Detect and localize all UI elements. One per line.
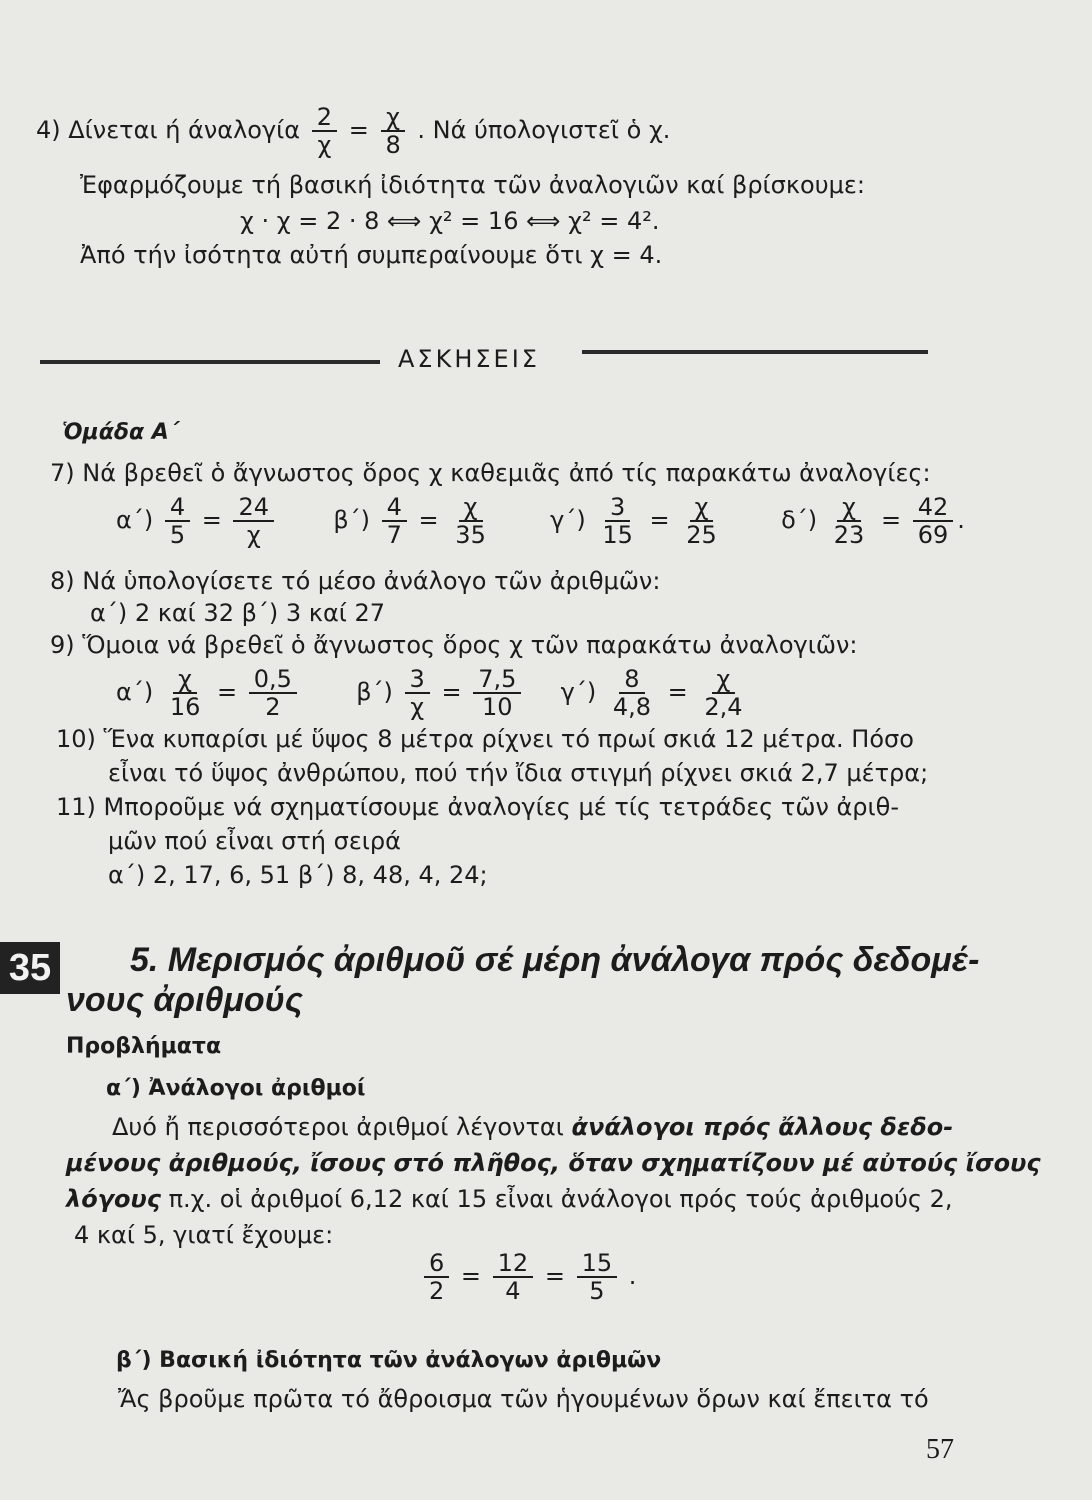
fraction: $\frac{\chi}{35}$ bbox=[455, 493, 486, 549]
definition-line-3: λόγους π.χ. οἱ ἀριθμοί 6,12 καί 15 εἶναι ἀνάλογοι πρός τούς ἀριθμούς 2, bbox=[66, 1185, 953, 1213]
exercise-11-line-2: μῶν πού εἶναι στή σειρά bbox=[108, 827, 401, 855]
fraction: $\frac{0,5}{2}$ bbox=[249, 666, 297, 720]
fraction: $\frac{4}{5}$ bbox=[165, 494, 190, 548]
heading-rule-right bbox=[582, 350, 928, 354]
definition-line-4: 4 καί 5, γιατί ἔχουμε: bbox=[74, 1221, 334, 1249]
definition-line-1: Δυό ἤ περισσότεροι ἀριθμοί λέγονται ἀνάλογοι πρός ἄλλους δεδο- bbox=[112, 1113, 954, 1141]
group-label: Ὁμάδα Α΄ bbox=[62, 420, 179, 445]
exercise-7-text: 7) Νά βρεθεῖ ὁ ἄγνωστος ὅρος χ καθεμιᾶς ἀπό τίς παρακάτω ἀναλογίες: bbox=[50, 459, 931, 487]
fraction: $\frac{6}{2}$ bbox=[424, 1250, 449, 1304]
example-4-statement: 4) Δίνεται ή άναλογία $\frac{2}{\chi}$ = $\frac{\chi}{8}$ . Νά ύπολογιστεῖ ὁ χ. bbox=[36, 103, 671, 159]
exercise-7-items: α΄) $\frac{4}{5}$ = $\frac{24}{\chi}$ β΄) $\frac{4}{7}$ = $\frac{\chi}{35}$ γ΄) $\frac{3}{15}$ = $\frac{\chi}{25}$ δ΄) $\frac{\chi}{23}$ = $\frac{42}{69}$ . bbox=[116, 493, 965, 549]
subsection-a-heading: α΄) Ἀνάλογοι ἀριθμοί bbox=[106, 1076, 366, 1101]
example-4-equation: χ · χ = 2 · 8 ⟺ χ² = 16 ⟺ χ² = 4². bbox=[240, 207, 660, 235]
example-4-conclusion: Ἀπό τήν ἰσότητα αὐτή συμπεραίνουμε ὅτι χ = 4. bbox=[80, 241, 663, 269]
exercise-9-items: α΄) $\frac{\chi}{16}$ = $\frac{0,5}{2}$ β΄) $\frac{3}{\chi}$ = $\frac{7,5}{10}$ γ΄) $\frac{8}{4,8}$ = $\frac{\chi}{2,4}$ bbox=[116, 666, 752, 720]
fraction: $\frac{4}{7}$ bbox=[382, 494, 407, 548]
fraction: $\frac{7,5}{10}$ bbox=[473, 666, 521, 720]
exercise-9-text: 9) Ὅμοια νά βρεθεῖ ὁ ἄγνωστος ὅρος χ τῶν παρακάτω ἀναλογιῶν: bbox=[50, 631, 858, 659]
example-4-method: Ἐφαρμόζουμε τή βασική ἰδιότητα τῶν ἀναλογιῶν καί βρίσκουμε: bbox=[80, 171, 865, 199]
exercise-8-text: 8) Νά ὑπολογίσετε τό μέσο ἀνάλογο τῶν ἀριθμῶν: bbox=[50, 567, 661, 595]
fraction: $\frac{\chi}{2,4}$ bbox=[704, 665, 743, 721]
section-number-badge: 35 bbox=[0, 942, 60, 994]
ratio-equality: $\frac{6}{2}$ = $\frac{12}{4}$ = $\frac{15}{5}$ . bbox=[420, 1250, 636, 1304]
exercises-heading: ΑΣΚΗΣΕΙΣ bbox=[398, 345, 540, 373]
fraction: $\frac{\chi}{25}$ bbox=[686, 493, 717, 549]
fraction: $\frac{3}{15}$ bbox=[602, 493, 633, 549]
definition-line-2: μένους ἀριθμούς, ἴσους στό πλῆθος, ὅταν σχηματίζουν μέ αὐτούς ἴσους bbox=[66, 1149, 1041, 1177]
fraction: $\frac{8}{4,8}$ bbox=[612, 665, 652, 721]
exercise-10-line-2: εἶναι τό ὕψος ἀνθρώπου, πού τήν ἴδια στιγμή ρίχνει σκιά 2,7 μέτρα; bbox=[108, 759, 929, 787]
fraction: $\frac{3}{\chi}$ bbox=[405, 666, 430, 720]
subsection-b-heading: β΄) Βασική ἰδιότητα τῶν ἀνάλογων ἀριθμῶν bbox=[116, 1348, 662, 1373]
exercise-11-line-1: 11) Μποροῦμε νά σχηματίσουμε ἀναλογίες μέ τίς τετράδες τῶν ἀριθ- bbox=[56, 793, 899, 821]
section-title-line-1: 5. Μερισμός ἀριθμοῦ σέ μέρη ἀνάλογα πρός δεδομέ- bbox=[130, 941, 980, 979]
fraction-x-over-8: $\frac{\chi}{8}$ bbox=[380, 104, 405, 158]
exercise-8-items: α΄) 2 καί 32 β΄) 3 καί 27 bbox=[90, 599, 386, 627]
page-number: 57 bbox=[926, 1434, 954, 1465]
fraction: $\frac{\chi}{16}$ bbox=[169, 665, 201, 721]
fraction: $\frac{24}{\chi}$ bbox=[233, 494, 274, 548]
exercise-10-line-1: 10) Ἕνα κυπαρίσι μέ ὕψος 8 μέτρα ρίχνει τό πρωί σκιά 12 μέτρα. Πόσο bbox=[56, 725, 914, 753]
heading-rule-left bbox=[40, 360, 380, 364]
fraction: $\frac{\chi}{23}$ bbox=[833, 493, 865, 549]
fraction: $\frac{42}{69}$ bbox=[913, 494, 954, 548]
fraction-2-over-x: $\frac{2}{\chi}$ bbox=[312, 104, 337, 158]
exercise-11-line-3: α΄) 2, 17, 6, 51 β΄) 8, 48, 4, 24; bbox=[108, 861, 488, 889]
fraction: $\frac{12}{4}$ bbox=[493, 1250, 534, 1304]
section-title-line-2: νους ἀριθμούς bbox=[66, 981, 303, 1019]
problems-heading: Προβλήματα bbox=[66, 1034, 222, 1059]
paragraph-b-line-1: Ἄς βροῦμε πρῶτα τό ἄθροισμα τῶν ἡγουμένων ὅρων καί ἔπειτα τό bbox=[118, 1385, 929, 1413]
fraction: $\frac{15}{5}$ bbox=[577, 1250, 618, 1304]
